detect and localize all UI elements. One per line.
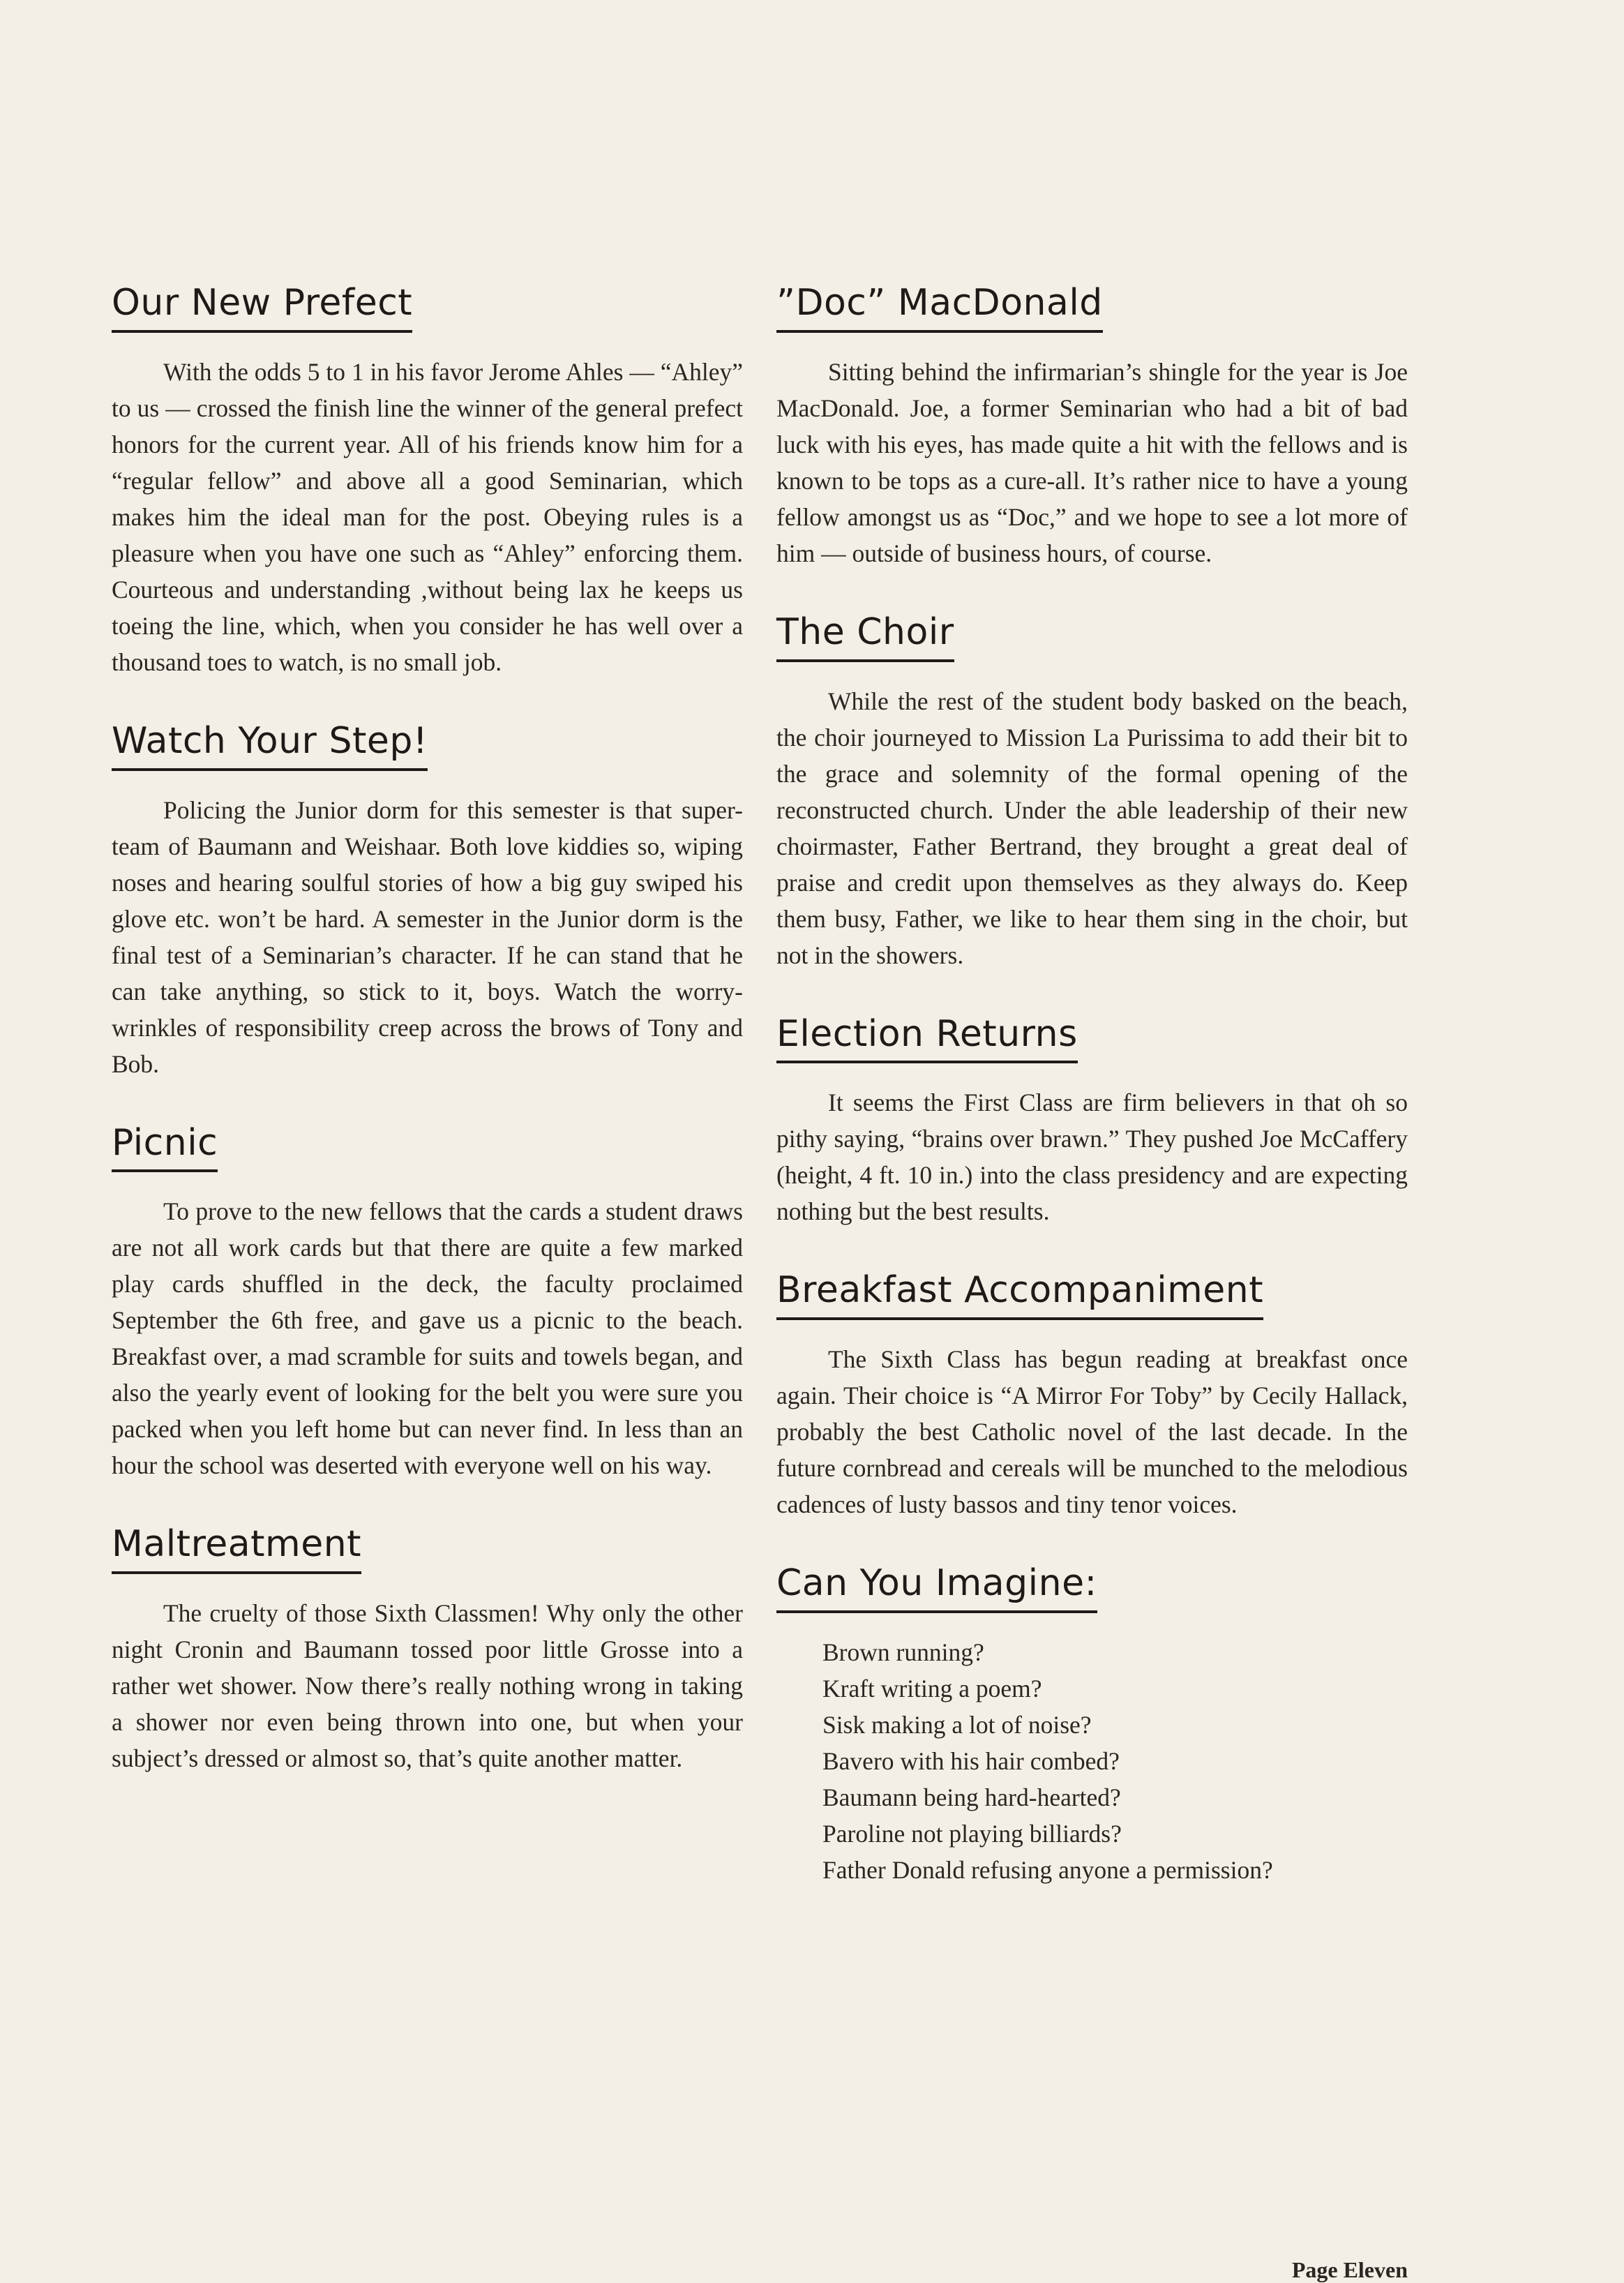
page-number: Page Eleven	[1291, 2257, 1408, 2282]
article-heading: Maltreatment	[112, 1524, 361, 1574]
article-our-new-prefect	[112, 283, 743, 680]
article-the-choir	[776, 612, 1408, 973]
article-picnic	[112, 1123, 743, 1484]
article-heading: Election Returns	[776, 1014, 1078, 1064]
article-election-returns	[776, 1014, 1408, 1230]
article-maltreatment	[112, 1524, 743, 1776]
article-body: The cruelty of those Sixth Classmen! Why only the other night Cronin and Baumann tossed poor little Grosse into a rather wet shower. Now there’s really nothing wrong in taking a shower nor even being thrown into one, but when your subject’s dressed or almost so, that’s quite another matter.	[112, 1599, 743, 1773]
article-heading: Picnic	[112, 1123, 218, 1173]
article-body: Sitting behind the infirmarian’s shingle for the year is Joe MacDonald. Joe, a former Seminarian who had a bit of bad luck with his eyes, has made quite a hit with the fellows and is known to be tops as a cure-all. It’s rather nice to have a young fellow amongst us as “Doc,” and we hope to see a lot more of him — outside of business hours, of course.	[776, 357, 1408, 567]
article-body: To prove to the new fellows that the cards a student draws are not all work cards but that there are quite a few marked play cards shuffled in the deck, the faculty proclaimed September the 6th free, and gave us a picnic to the beach. Breakfast over, a mad scramble for suits and towels began, and also the yearly event of looking for the belt you were sure you packed when you left home but can never find. In less than an hour the school was deserted with everyone well on his way.	[112, 1197, 743, 1480]
article-body: Policing the Junior dorm for this semester is that super-team of Baumann and Weishaar. Both love kiddies so, wiping noses and hearing soulful stories of how a big guy swiped his glove etc. won’t be hard. A semester in the Junior dorm is the final test of a Seminarian’s character. If he can stand that he can take anything, so stick to it, boys. Watch the worry-wrinkles of responsibility creep across the brows of Tony and Bob.	[112, 795, 743, 1078]
list-item: Father Donald refusing anyone a permission?	[822, 1855, 1273, 1884]
article-can-you-imagine	[776, 1563, 1408, 1888]
right-column	[776, 283, 1408, 1929]
list-item: Kraft writing a poem?	[822, 1674, 1042, 1702]
article-heading: Can You Imagine:	[776, 1563, 1097, 1613]
article-breakfast-accompaniment	[776, 1270, 1408, 1522]
list-item: Brown running?	[822, 1638, 984, 1666]
article-heading: Watch Your Step!	[112, 721, 428, 771]
list-item: Baumann being hard-hearted?	[822, 1783, 1121, 1811]
article-body: The Sixth Class has begun reading at breakfast once again. Their choice is “A Mirror For Toby” by Cecily Hallack, probably the best Catholic novel of the last decade. In the future cornbread and cereals will be munched to the melodious cadences of lusty bassos and tiny tenor voices.	[776, 1345, 1408, 1519]
article-watch-your-step	[112, 721, 743, 1082]
article-heading: Breakfast Accompaniment	[776, 1270, 1263, 1320]
article-body: It seems the First Class are firm believers in that oh so pithy saying, “brains over brawn.” They pushed Joe McCaffery (height, 4 ft. 10 in.) into the class presidency and are expecting nothing but the best results.	[776, 1088, 1408, 1226]
imagine-list	[776, 1634, 1408, 1888]
list-item: Sisk making a lot of noise?	[822, 1710, 1092, 1739]
list-item: Bavero with his hair combed?	[822, 1746, 1120, 1775]
list-item: Paroline not playing billiards?	[822, 1819, 1122, 1848]
article-doc-macdonald	[776, 283, 1408, 571]
article-heading: ”Doc” MacDonald	[776, 283, 1103, 333]
article-heading: The Choir	[776, 612, 954, 662]
article-body: While the rest of the student body basked on the beach, the choir journeyed to Mission La Purissima to add their bit to the grace and solemnity of the formal opening of the reconstructed church. Under the able leadership of their new choirmaster, Father Bertrand, they brought a great deal of praise and credit upon themselves as they always do. Keep them busy, Father, we like to hear them sing in the choir, but not in the showers.	[776, 687, 1408, 969]
left-column	[112, 283, 743, 1817]
article-body: With the odds 5 to 1 in his favor Jerome Ahles — “Ahley” to us — crossed the finish line the winner of the general prefect honors for the current year. All of his friends know him for a “regular fellow” and above all a good Seminarian, which makes him the ideal man for the post. Obeying rules is a pleasure when you have one such as “Ahley” enforcing them. Courteous and understanding ,without being lax he keeps us toeing the line, which, when you consider he has well over a thousand toes to watch, is no small job.	[112, 357, 743, 676]
article-heading: Our New Prefect	[112, 283, 412, 333]
